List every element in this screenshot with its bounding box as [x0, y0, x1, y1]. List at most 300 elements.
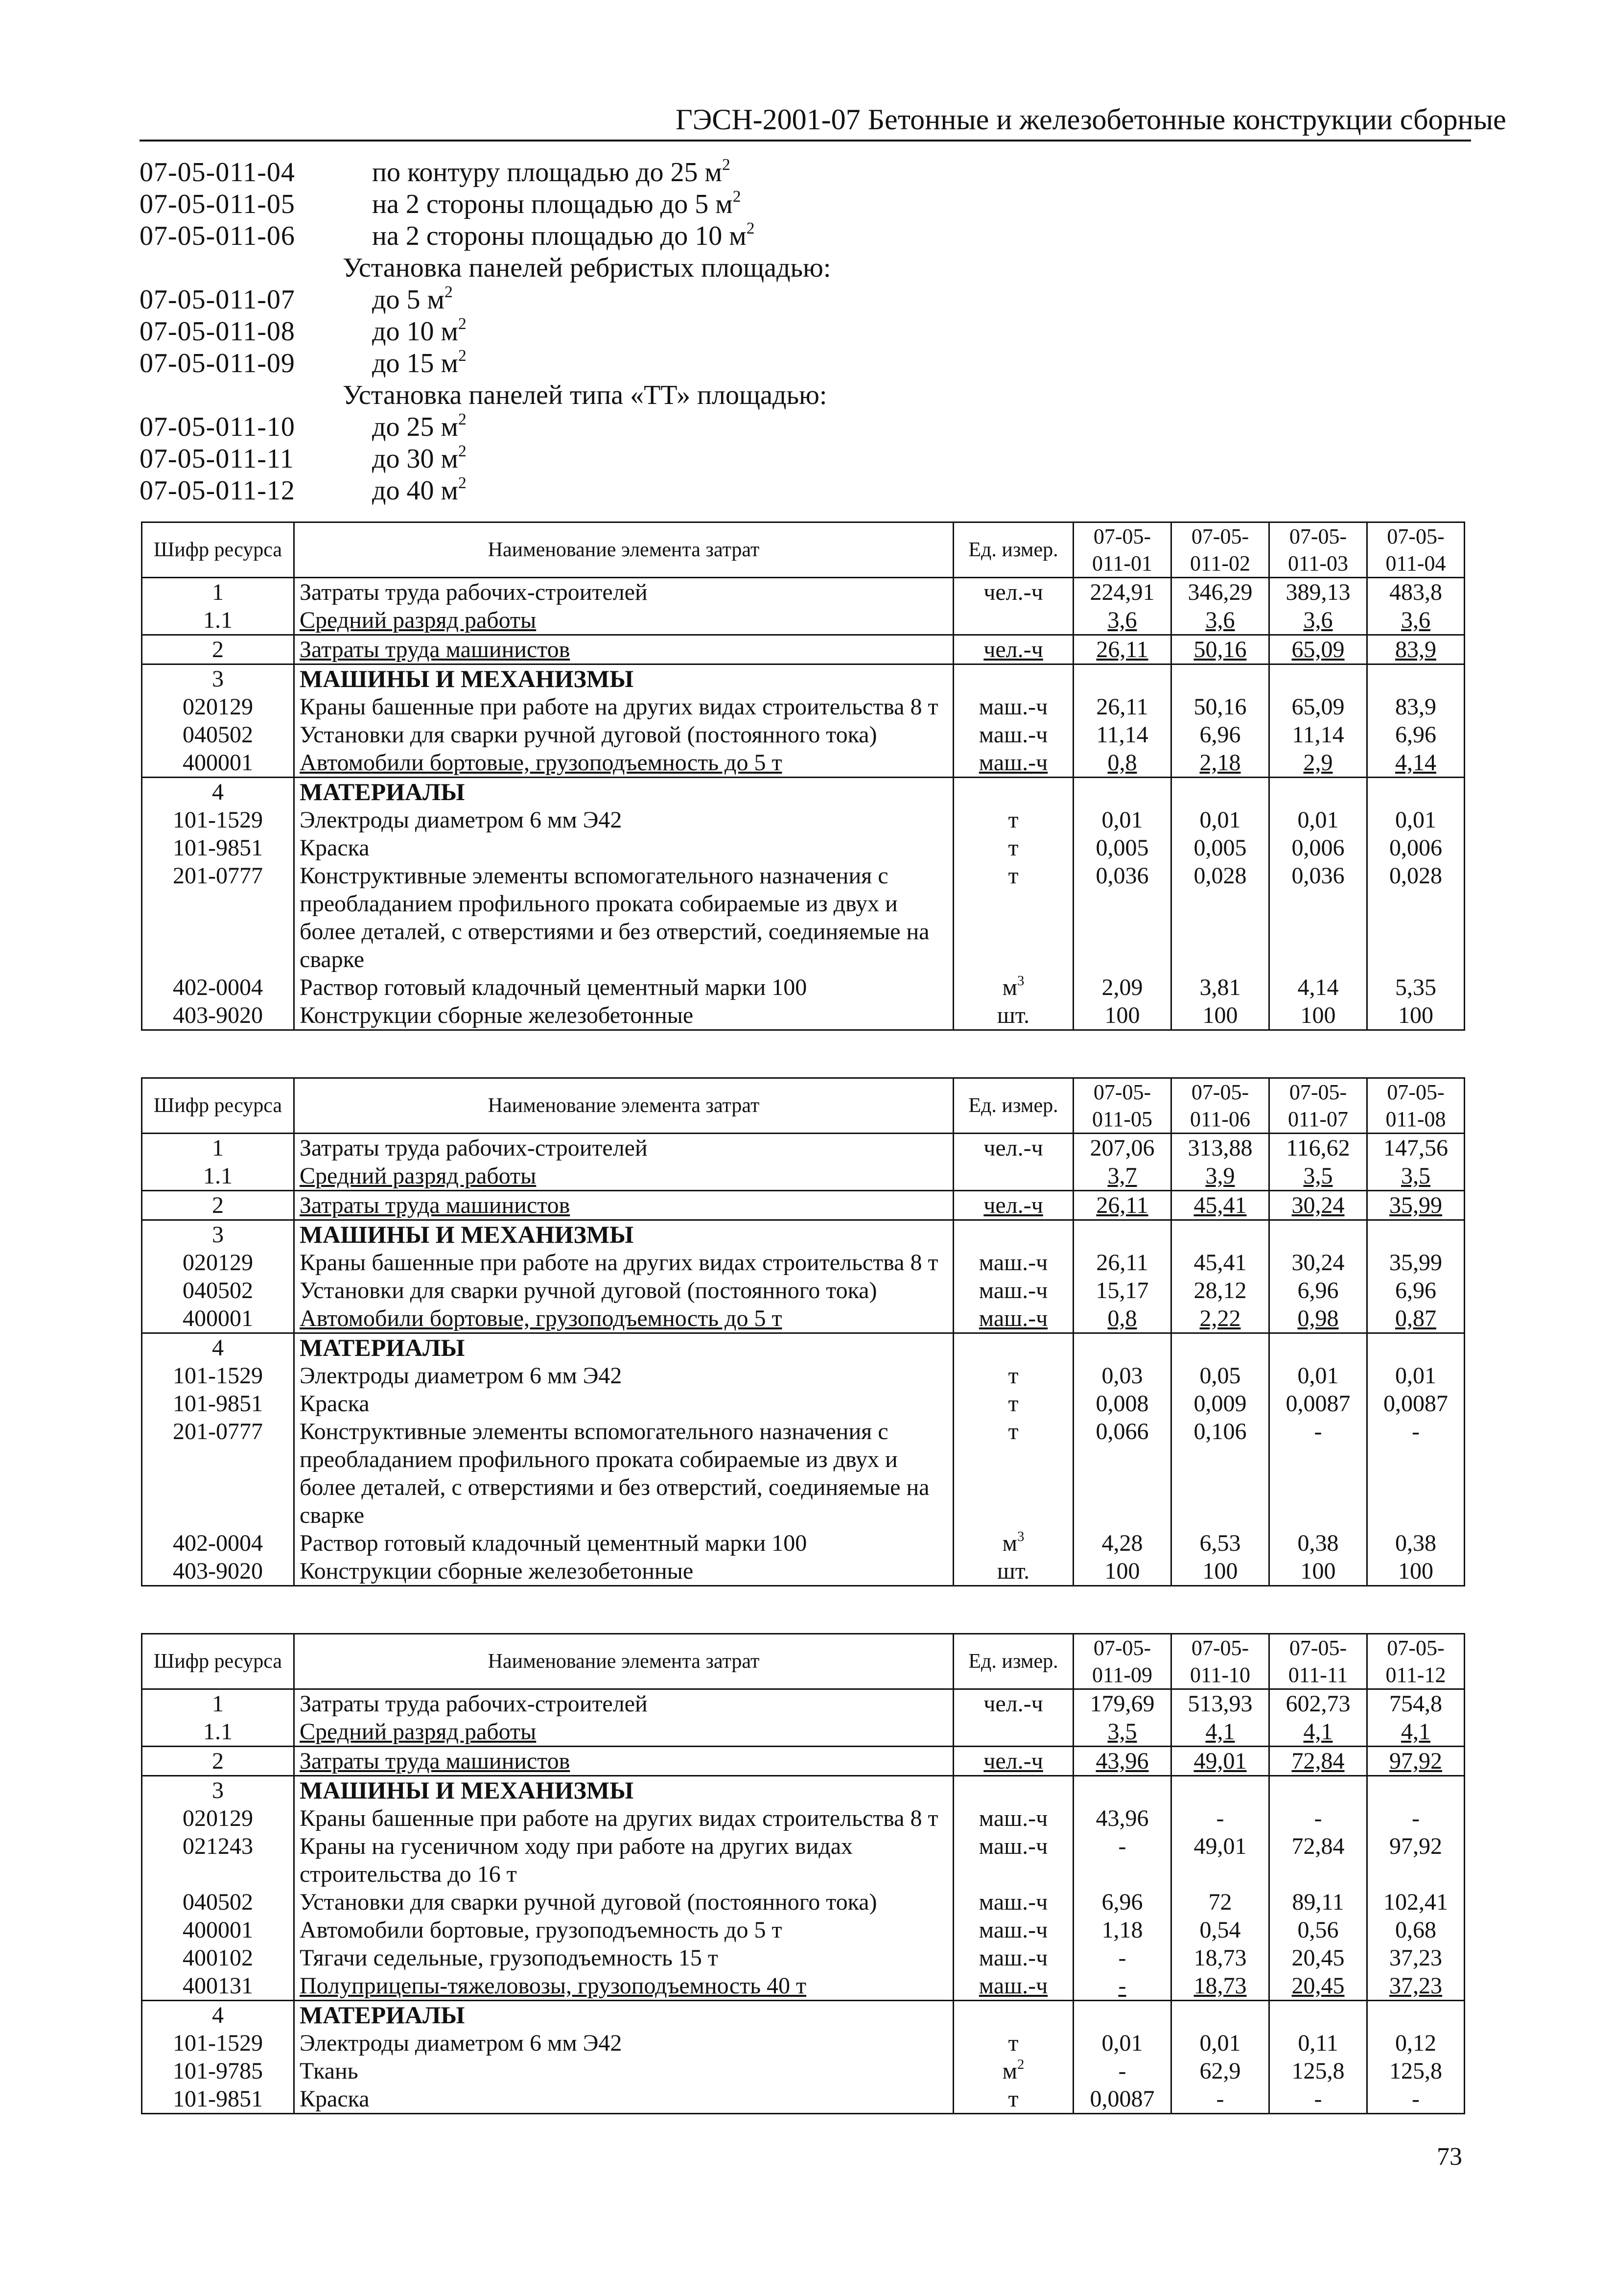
cell-value-text: 0,38 [1297, 1530, 1339, 1556]
cell-value-text: 62,9 [1199, 2058, 1241, 2084]
cell-value-text: 0,01 [1199, 807, 1241, 833]
cell-unit [954, 806, 1074, 834]
cell-value [1269, 1916, 1367, 1944]
cell-value [1269, 1718, 1367, 1747]
table-row [142, 1557, 1465, 1586]
cell-code: 1 [142, 578, 294, 607]
section-row [142, 2001, 1465, 2030]
codes-list-item [140, 348, 1119, 379]
item-description [372, 411, 467, 443]
cell-name [294, 1804, 954, 1832]
cell-value-text: 100 [1300, 1002, 1336, 1028]
section-row [142, 1776, 1465, 1805]
cell-code: 3 [142, 1776, 294, 1805]
cell-name-text: Установки для сварки ручной дуговой (постоянного тока) [300, 722, 877, 748]
cell-value [1367, 1804, 1465, 1832]
cell-unit-text: т [1008, 807, 1019, 833]
cell-name-text: Затраты труда рабочих-строителей [300, 1691, 648, 1717]
table-row [142, 1718, 1465, 1747]
table-row [142, 635, 1465, 664]
table-row [142, 1804, 1465, 1832]
table-row [142, 1944, 1465, 1972]
cell-name-text: Раствор готовый кладочный цементный марки 100 [300, 974, 807, 1000]
cell-value [1171, 973, 1269, 1001]
codes-list [140, 157, 1119, 507]
cell-value-text: 0,01 [1199, 2030, 1241, 2056]
cell-code: 402-0004 [142, 1529, 294, 1557]
table-row [142, 973, 1465, 1001]
codes-list-item [140, 284, 1119, 316]
cell-value-text: 6,96 [1395, 722, 1436, 748]
cell-name [294, 578, 954, 607]
cell-value [1269, 1747, 1367, 1776]
norm-code-line1: 07-05- [1191, 1636, 1249, 1660]
table-header-row [142, 1078, 1465, 1134]
cell-name-text: Краны башенные при работе на других видах строительства 8 т [300, 694, 938, 720]
empty-cell [1074, 1333, 1171, 1362]
cell-value-text: - [1314, 1805, 1322, 1831]
cell-value-text: 1,18 [1101, 1917, 1143, 1943]
cell-name [294, 862, 954, 973]
cell-unit-text: маш.-ч [979, 722, 1048, 748]
cell-value [1269, 862, 1367, 973]
norm-code-line1: 07-05- [1387, 1080, 1445, 1104]
cell-value [1074, 749, 1171, 778]
cell-unit [954, 693, 1074, 721]
table-row [142, 1134, 1465, 1162]
cell-value [1269, 1418, 1367, 1529]
item-description-text: на 2 стороны площадью до 10 м [372, 221, 747, 251]
cell-value-text: 2,18 [1199, 750, 1241, 776]
cell-value [1367, 862, 1465, 973]
item-code: 07-05-011-04 [140, 157, 295, 188]
cell-code: 020129 [142, 693, 294, 721]
cell-name-text: Конструктивные элементы вспомогательного назначения с преобладанием профильного проката собираемые из двух и более деталей, с отверстиями и без отверстий, соединяемые на сварке [300, 1419, 930, 1528]
cell-unit [954, 1689, 1074, 1718]
cell-code: 101-1529 [142, 1362, 294, 1390]
cell-unit [954, 1888, 1074, 1916]
cell-value-text: 0,005 [1096, 835, 1149, 861]
cell-value-text: 20,45 [1291, 1973, 1345, 1999]
cell-value [1269, 1888, 1367, 1916]
cell-code: 040502 [142, 721, 294, 749]
cell-name-text: Раствор готовый кладочный цементный марки 100 [300, 1530, 807, 1556]
section-title: МАТЕРИАЛЫ [294, 2001, 954, 2030]
item-description [372, 316, 467, 348]
superscript: 2 [444, 283, 453, 301]
table-row [142, 2085, 1465, 2114]
cell-name [294, 1888, 954, 1916]
cell-value [1074, 1916, 1171, 1944]
cell-name [294, 1747, 954, 1776]
cell-value [1367, 2029, 1465, 2057]
empty-cell [1074, 1776, 1171, 1805]
cell-value-text: 100 [1300, 1558, 1336, 1584]
cell-value [1269, 1134, 1367, 1162]
cell-name-text: Затраты труда машинистов [300, 1748, 570, 1774]
item-code: 07-05-011-11 [140, 444, 294, 474]
cell-unit-text: м [1002, 1530, 1017, 1556]
cell-value-text: 0,028 [1193, 863, 1247, 889]
cell-value-text: 147,56 [1383, 1135, 1448, 1161]
cell-value-text: - [1118, 1833, 1126, 1859]
cell-value [1171, 862, 1269, 973]
cell-value-text: 26,11 [1096, 694, 1148, 720]
cell-name-text: Автомобили бортовые, грузоподъемность до 5 т [300, 1917, 782, 1943]
table-row [142, 1832, 1465, 1888]
cell-value-text: 0,0087 [1383, 1391, 1448, 1417]
cell-value-text: 37,23 [1389, 1945, 1442, 1971]
cell-value-text: 389,13 [1286, 579, 1351, 605]
codes-list-item [140, 220, 1119, 252]
cell-name-text: Тягачи седельные, грузоподъемность 15 т [300, 1945, 718, 1971]
cell-value [1171, 2029, 1269, 2057]
cell-value [1367, 1001, 1465, 1030]
cell-value [1269, 2029, 1367, 2057]
cell-value [1269, 2057, 1367, 2085]
cell-value [1171, 1916, 1269, 1944]
section-title: МАШИНЫ И МЕХАНИЗМЫ [294, 1776, 954, 1805]
cell-value [1074, 1718, 1171, 1747]
cell-value [1269, 1804, 1367, 1832]
cell-unit [954, 1134, 1074, 1162]
superscript: 2 [746, 219, 755, 237]
cell-unit-text: маш.-ч [979, 1250, 1048, 1276]
cell-unit-text: маш.-ч [979, 1917, 1048, 1943]
cell-unit-text: т [1008, 1391, 1019, 1417]
cell-value [1269, 2085, 1367, 2114]
cell-name [294, 1916, 954, 1944]
cell-unit [954, 1832, 1074, 1888]
cell-code: 101-9785 [142, 2057, 294, 2085]
cell-name-text: Ткань [300, 2058, 358, 2084]
cell-value [1269, 1191, 1367, 1220]
item-description [372, 348, 467, 379]
cell-value [1171, 1390, 1269, 1418]
empty-cell [1171, 778, 1269, 806]
header-unit: Ед. измер. [954, 1078, 1074, 1134]
cell-unit [954, 1804, 1074, 1832]
cell-code: 3 [142, 664, 294, 693]
table-row [142, 1390, 1465, 1418]
cell-value [1269, 1944, 1367, 1972]
item-code: 07-05-011-12 [140, 475, 295, 506]
cell-value [1367, 721, 1465, 749]
cell-value [1074, 1001, 1171, 1030]
cell-value [1171, 578, 1269, 607]
cell-value-text: 6,96 [1297, 1278, 1339, 1303]
cell-name-text: Электроды диаметром 6 мм Э42 [300, 2030, 622, 2056]
cell-name [294, 1557, 954, 1586]
cell-name [294, 1832, 954, 1888]
page-number: 73 [1437, 2143, 1462, 2171]
cell-value-text: - [1412, 2086, 1420, 2112]
cell-value-text: 26,11 [1096, 1192, 1148, 1218]
cell-value-text: 97,92 [1389, 1748, 1442, 1774]
header-norm-code [1074, 1078, 1171, 1134]
cell-code: 400102 [142, 1944, 294, 1972]
cell-value [1269, 578, 1367, 607]
cell-value [1367, 1362, 1465, 1390]
cell-value [1367, 2057, 1465, 2085]
cell-value [1171, 1277, 1269, 1304]
cell-value [1171, 1362, 1269, 1390]
cell-value [1074, 2057, 1171, 2085]
cell-value [1367, 1390, 1465, 1418]
cell-code: 403-9020 [142, 1557, 294, 1586]
empty-cell [1171, 1220, 1269, 1249]
cell-value [1367, 1304, 1465, 1333]
empty-cell [954, 664, 1074, 693]
cell-value [1269, 834, 1367, 862]
cell-value [1367, 1277, 1465, 1304]
cell-value [1171, 834, 1269, 862]
section-title: МАШИНЫ И МЕХАНИЗМЫ [294, 1220, 954, 1249]
codes-list-item [140, 189, 1119, 220]
cell-unit [954, 635, 1074, 664]
cell-value [1171, 635, 1269, 664]
empty-cell [1269, 778, 1367, 806]
cell-value-text: - [1412, 1419, 1420, 1444]
header-name: Наименование элемента затрат [294, 1634, 954, 1689]
header-unit: Ед. измер. [954, 1634, 1074, 1689]
cell-unit-text: маш.-ч [979, 750, 1048, 776]
cell-value-text: 0,005 [1193, 835, 1247, 861]
cell-value-text: 28,12 [1193, 1278, 1247, 1303]
cell-value-text: 15,17 [1096, 1278, 1149, 1303]
empty-cell [1367, 1776, 1465, 1805]
cell-value [1171, 1304, 1269, 1333]
cell-code: 101-9851 [142, 1390, 294, 1418]
cell-value [1074, 693, 1171, 721]
cell-code: 4 [142, 2001, 294, 2030]
cell-name-text: Конструкции сборные железобетонные [300, 1558, 694, 1584]
cell-value-text: 4,28 [1101, 1530, 1143, 1556]
cell-value-text: 0,01 [1297, 807, 1339, 833]
cell-code: 403-9020 [142, 1001, 294, 1030]
empty-cell [1367, 1220, 1465, 1249]
cell-name [294, 1529, 954, 1557]
cell-value [1074, 862, 1171, 973]
cell-name [294, 2029, 954, 2057]
codes-list-item [140, 475, 1119, 507]
cell-unit [954, 2029, 1074, 2057]
cell-value [1074, 1304, 1171, 1333]
empty-cell [954, 1776, 1074, 1805]
cell-value [1367, 1529, 1465, 1557]
cell-value-text: 100 [1202, 1002, 1238, 1028]
empty-cell [1269, 1220, 1367, 1249]
norm-code-line2: 011-06 [1190, 1107, 1251, 1131]
cell-name-text: Средний разряд работы [300, 607, 537, 633]
norm-code-line1: 07-05- [1289, 524, 1347, 548]
cell-value-text: 45,41 [1193, 1192, 1247, 1218]
cell-value-text: 6,96 [1199, 722, 1241, 748]
cell-unit-text: м [1002, 2058, 1017, 2084]
cell-value-text: 35,99 [1389, 1250, 1442, 1276]
cell-value [1269, 1832, 1367, 1888]
cell-unit-text: маш.-ч [979, 1278, 1048, 1303]
norm-code-line1: 07-05- [1387, 1636, 1445, 1660]
cell-value [1269, 1972, 1367, 2001]
table-row [142, 1362, 1465, 1390]
cell-value-text: 6,53 [1199, 1530, 1241, 1556]
cell-value [1171, 1191, 1269, 1220]
cell-code: 020129 [142, 1804, 294, 1832]
item-description-text: до 15 м [372, 348, 458, 379]
cell-name [294, 806, 954, 834]
cell-value [1367, 606, 1465, 635]
cell-value-text: 83,9 [1395, 637, 1436, 663]
cell-name-text: Затраты труда рабочих-строителей [300, 579, 648, 605]
cell-code: 101-1529 [142, 2029, 294, 2057]
header-name: Наименование элемента затрат [294, 1078, 954, 1134]
cell-value [1367, 973, 1465, 1001]
cell-unit-text: т [1008, 863, 1019, 889]
cell-value [1269, 635, 1367, 664]
cell-value-text: 102,41 [1383, 1889, 1448, 1915]
cell-value [1367, 1747, 1465, 1776]
cell-value-text: 50,16 [1193, 694, 1247, 720]
cell-value-text: 100 [1104, 1002, 1140, 1028]
item-description-text: Установка панелей типа «ТТ» площадью: [343, 380, 827, 410]
cell-value [1367, 578, 1465, 607]
norm-code-line1: 07-05- [1191, 524, 1249, 548]
cell-value-text: 89,11 [1292, 1889, 1344, 1915]
cell-value [1269, 806, 1367, 834]
table-row [142, 1277, 1465, 1304]
cell-value-text: 513,93 [1188, 1691, 1253, 1717]
cell-value-text: 0,009 [1193, 1391, 1247, 1417]
cell-unit-text: чел.-ч [983, 1135, 1043, 1161]
cell-value [1269, 1249, 1367, 1277]
cell-value [1171, 1718, 1269, 1747]
cell-unit [954, 1718, 1074, 1747]
cell-value [1074, 1557, 1171, 1586]
cell-value-text: 18,73 [1193, 1945, 1247, 1971]
norm-table-3 [141, 1633, 1465, 2114]
cell-value-text: 0,68 [1395, 1917, 1436, 1943]
cell-code: 1.1 [142, 606, 294, 635]
cell-name-text: Краны на гусеничном ходу при работе на других видах строительства до 16 т [300, 1833, 853, 1887]
norm-code-line1: 07-05- [1191, 1080, 1249, 1104]
cell-value-text: 3,9 [1205, 1163, 1235, 1189]
cell-value [1171, 1747, 1269, 1776]
cell-unit [954, 1944, 1074, 1972]
cell-value-text: 116,62 [1286, 1135, 1350, 1161]
cell-value-text: 3,7 [1107, 1163, 1137, 1189]
cell-value-text: 43,96 [1096, 1748, 1149, 1774]
cell-value-text: 3,5 [1303, 1163, 1333, 1189]
cell-value-text: 0,106 [1193, 1419, 1247, 1444]
cell-unit-text: чел.-ч [983, 1192, 1043, 1218]
cell-name-text: Конструкции сборные железобетонные [300, 1002, 694, 1028]
superscript: 3 [1017, 1529, 1025, 1545]
cell-name [294, 635, 954, 664]
cell-value [1074, 806, 1171, 834]
cell-code: 400131 [142, 1972, 294, 2001]
cell-value-text: 0,01 [1101, 807, 1143, 833]
norm-code-line2: 011-03 [1287, 551, 1349, 575]
cell-name-text: Установки для сварки ручной дуговой (постоянного тока) [300, 1889, 877, 1915]
cell-name [294, 1001, 954, 1030]
header-norm-code [1074, 1634, 1171, 1689]
header-unit: Ед. измер. [954, 522, 1074, 578]
cell-value [1074, 1390, 1171, 1418]
cell-value [1074, 1888, 1171, 1916]
cell-value [1074, 834, 1171, 862]
cell-value-text: 26,11 [1096, 1250, 1148, 1276]
codes-list-item [140, 379, 1119, 411]
cell-value [1269, 1304, 1367, 1333]
empty-cell [1171, 1776, 1269, 1805]
cell-value-text: 72,84 [1291, 1748, 1345, 1774]
cell-value-text: 3,6 [1107, 607, 1137, 633]
cell-value-text: 0,8 [1107, 1305, 1137, 1331]
cell-name [294, 2057, 954, 2085]
cell-value [1074, 635, 1171, 664]
item-description [372, 157, 730, 189]
cell-value-text: - [1314, 1419, 1322, 1444]
table-row [142, 2029, 1465, 2057]
header-norm-code [1367, 1634, 1465, 1689]
cell-value-text: 0,036 [1291, 863, 1345, 889]
cell-value-text: 0,12 [1395, 2030, 1436, 2056]
superscript: 2 [722, 155, 730, 174]
cell-value-text: 3,6 [1401, 607, 1430, 633]
cell-value [1367, 1944, 1465, 1972]
section-title: МАТЕРИАЛЫ [294, 778, 954, 806]
cell-code: 101-9851 [142, 834, 294, 862]
cell-value [1171, 2057, 1269, 2085]
cell-value-text: 18,73 [1193, 1973, 1247, 1999]
cell-value [1269, 721, 1367, 749]
cell-name-text: Полуприцепы-тяжеловозы, грузоподъемность 40 т [300, 1973, 807, 1999]
cell-name-text: Затраты труда машинистов [300, 1192, 570, 1218]
cell-code: 201-0777 [142, 862, 294, 973]
cell-unit [954, 1277, 1074, 1304]
empty-cell [1171, 664, 1269, 693]
cell-unit-text: маш.-ч [979, 1305, 1048, 1331]
cell-value-text: - [1314, 2086, 1322, 2112]
cell-value-text: 35,99 [1389, 1192, 1442, 1218]
norm-code-line1: 07-05- [1093, 1080, 1151, 1104]
codes-list-item [140, 316, 1119, 348]
superscript: 2 [1017, 2057, 1025, 2073]
cell-value-text: 0,006 [1291, 835, 1345, 861]
cell-value-text: 0,006 [1389, 835, 1442, 861]
header-norm-code [1171, 1078, 1269, 1134]
cell-unit-text: чел.-ч [983, 1691, 1043, 1717]
item-description-text: до 40 м [372, 475, 458, 506]
cell-value-text: 72 [1208, 1889, 1232, 1915]
superscript: 2 [458, 473, 467, 492]
cell-value-text: 11,14 [1292, 722, 1344, 748]
cell-value [1269, 1390, 1367, 1418]
cell-value-text: 313,88 [1188, 1135, 1253, 1161]
cell-value-text: 224,91 [1090, 579, 1155, 605]
cell-code: 1 [142, 1134, 294, 1162]
section-title: МАШИНЫ И МЕХАНИЗМЫ [294, 664, 954, 693]
cell-name [294, 749, 954, 778]
cell-value [1074, 1362, 1171, 1390]
header-norm-code [1171, 1634, 1269, 1689]
cell-value-text: 4,14 [1395, 750, 1436, 776]
cell-value [1171, 806, 1269, 834]
table-row [142, 1191, 1465, 1220]
cell-value-text: - [1118, 1973, 1126, 1999]
cell-unit-text: т [1008, 2086, 1019, 2112]
